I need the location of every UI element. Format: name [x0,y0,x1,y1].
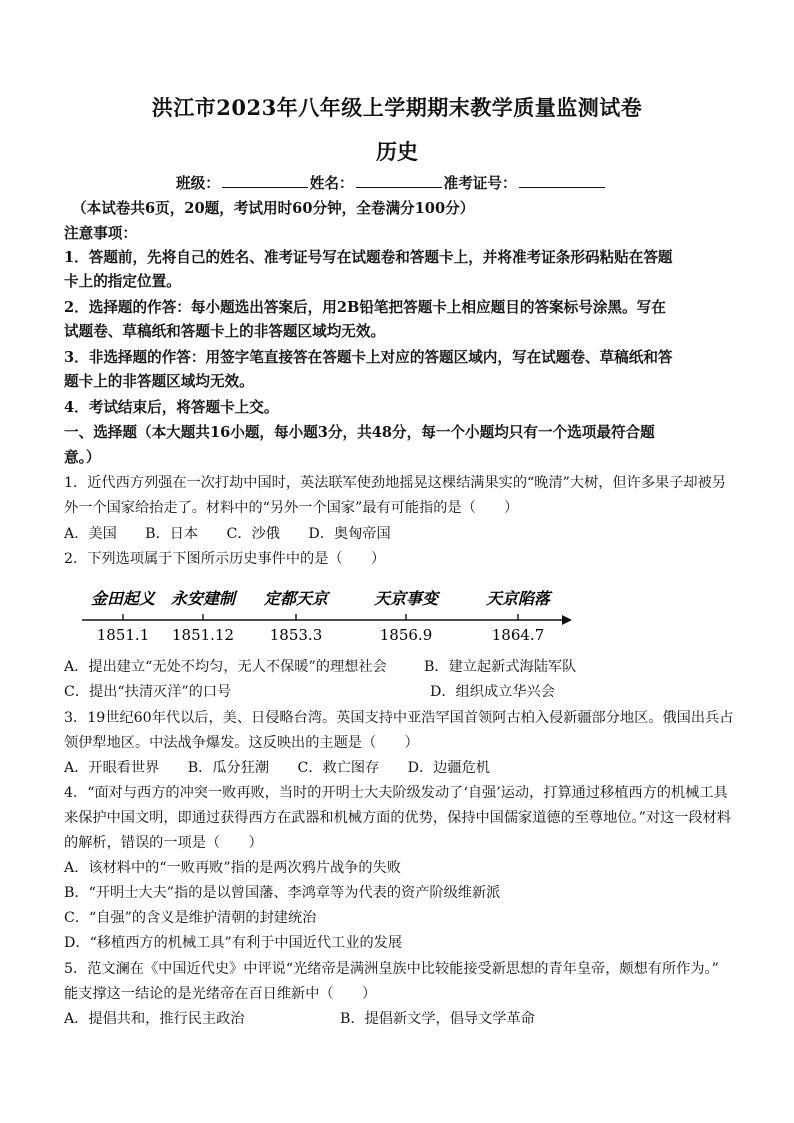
q5-option-b: B．提倡新文学，倡导文学革命 [340,1011,535,1027]
student-info-row [176,172,607,193]
notes-heading: 注意事项： [64,225,137,242]
q1-options: A．美国 B．日本 C．沙俄 D．奥匈帝国 [64,526,391,542]
q4-line-2: 来保护中国文明，即通过获得西方在武器和机械方面的优势，保持中国儒家道德的至尊地位。”对这一段材料 [64,810,731,826]
section-1-heading: 一、选择题（本大题共16小题，每小题3分，共48分，每一个小题均只有一个选项最符合题 [64,424,655,441]
q1-line-2: 外一个国家给抬走了。材料中的“另外一个国家”最有可能指的是（ ） [64,500,519,516]
subject-title: 历史 [376,139,418,164]
timeline-arrow-icon [562,615,572,625]
timeline-event-label: 定都天京 [263,589,329,608]
timeline-event-date: 1853.3 [269,626,323,644]
name-label: 姓名： [309,175,354,192]
q2-option-b: B．建立起新式海陆军队 [424,659,577,675]
q5-option-a: A．提倡共和，推行民主政治 [64,1011,245,1027]
timeline-event-label: 天京陷落 [485,589,551,608]
id-blank [519,175,605,188]
q3-line-2: 领伊犁地区。中法战争爆发。这反映出的主题是（ ） [64,735,419,751]
timeline-event-date: 1864.7 [491,626,545,644]
q5-line-2: 能支撑这一结论的是光绪帝在百日维新中（ ） [64,986,377,1002]
q4-option-d: D．“移植西方的机械工具”有利于中国近代工业的发展 [64,935,403,951]
note-3-line-1: 3．非选择题的作答：用签字笔直接答在答题卡上对应的答题区域内，写在试题卷、草稿纸和答 [64,349,673,366]
note-3-line-2: 题卡上的非答题区域均无效。 [64,373,254,390]
q4-line-3: 的解析，错误的一项是（ ） [64,835,263,851]
id-label: 准考证号： [443,175,517,192]
class-blank [222,175,308,188]
timeline-figure [0,578,794,658]
q2-option-c: C．提出“扶清灭洋”的口号 [64,684,232,700]
q1-line-1: 1．近代西方列强在一次打劫中国时，英法联军使劲地摇晃这棵结满果实的“晚清”大树，但许多果子却被另 [64,475,726,491]
q4-option-a: A．该材料中的“一败再败”指的是两次鸦片战争的失败 [64,860,401,876]
timeline-event-date: 1851.1 [96,626,150,644]
timeline-event-label: 天京事变 [373,589,439,608]
q2-option-a: A．提出建立“无处不均匀，无人不保暖”的理想社会 [64,659,387,675]
q3-options: A．开眼看世界 B．瓜分狂潮 C．救亡图存 D．边疆危机 [64,760,490,776]
name-blank [356,175,442,188]
exam-title: 洪江市2023年八年级上学期期末教学质量监测试卷 [151,95,643,120]
timeline-event-date: 1851.12 [171,626,235,644]
note-1-line-1: 1．答题前，先将自己的姓名、准考证号写在试题卷和答题卡上，并将准考证条形码粘贴在答题 [64,249,673,266]
note-1-line-2: 卡上的指定位置。 [64,273,181,290]
q5-line-1: 5．范文澜在《中国近代史》中评说“光绪帝是满洲皇族中比较能接受新思想的青年皇帝，颇想有所作为。” [64,961,719,977]
q4-option-b: B．“开明士大夫”指的是以曾国藩、李鸿章等为代表的资产阶级维新派 [64,885,501,901]
note-2-line-1: 2．选择题的作答：每小题选出答案后，用2B铅笔把答题卡上相应题目的答案标号涂黑。写在 [64,299,666,316]
q2-option-d: D．组织成立华兴会 [430,684,555,700]
q4-option-c: C．“自强”的含义是维护清朝的封建统治 [64,910,317,926]
note-2-line-2: 试题卷、草稿纸和答题卡上的非答题区域均无效。 [64,323,386,340]
q3-line-1: 3．19世纪60年代以后，美、日侵略台湾。英国支持中亚浩罕国首领阿古柏入侵新疆部分地区。俄国出兵占 [64,710,734,726]
q2-stem: 2．下列选项属于下图所示历史事件中的是（ ） [64,551,386,567]
timeline-event-label: 金田起义 [90,589,156,608]
section-1-heading-cont: 意。） [64,449,101,466]
exam-info: （本试卷共6页，20题，考试用时60分钟，全卷满分100分） [72,200,475,217]
q4-line-1: 4．“面对与西方的冲突一败再败，当时的开明士大夫阶级发动了‘自强’运动，打算通过移植西方的机械工具 [64,785,728,801]
timeline-event-date: 1856.9 [379,626,433,644]
timeline-event-label: 永安建制 [170,589,236,608]
class-label: 班级： [176,175,220,192]
note-4: 4．考试结束后，将答题卡上交。 [64,399,279,416]
